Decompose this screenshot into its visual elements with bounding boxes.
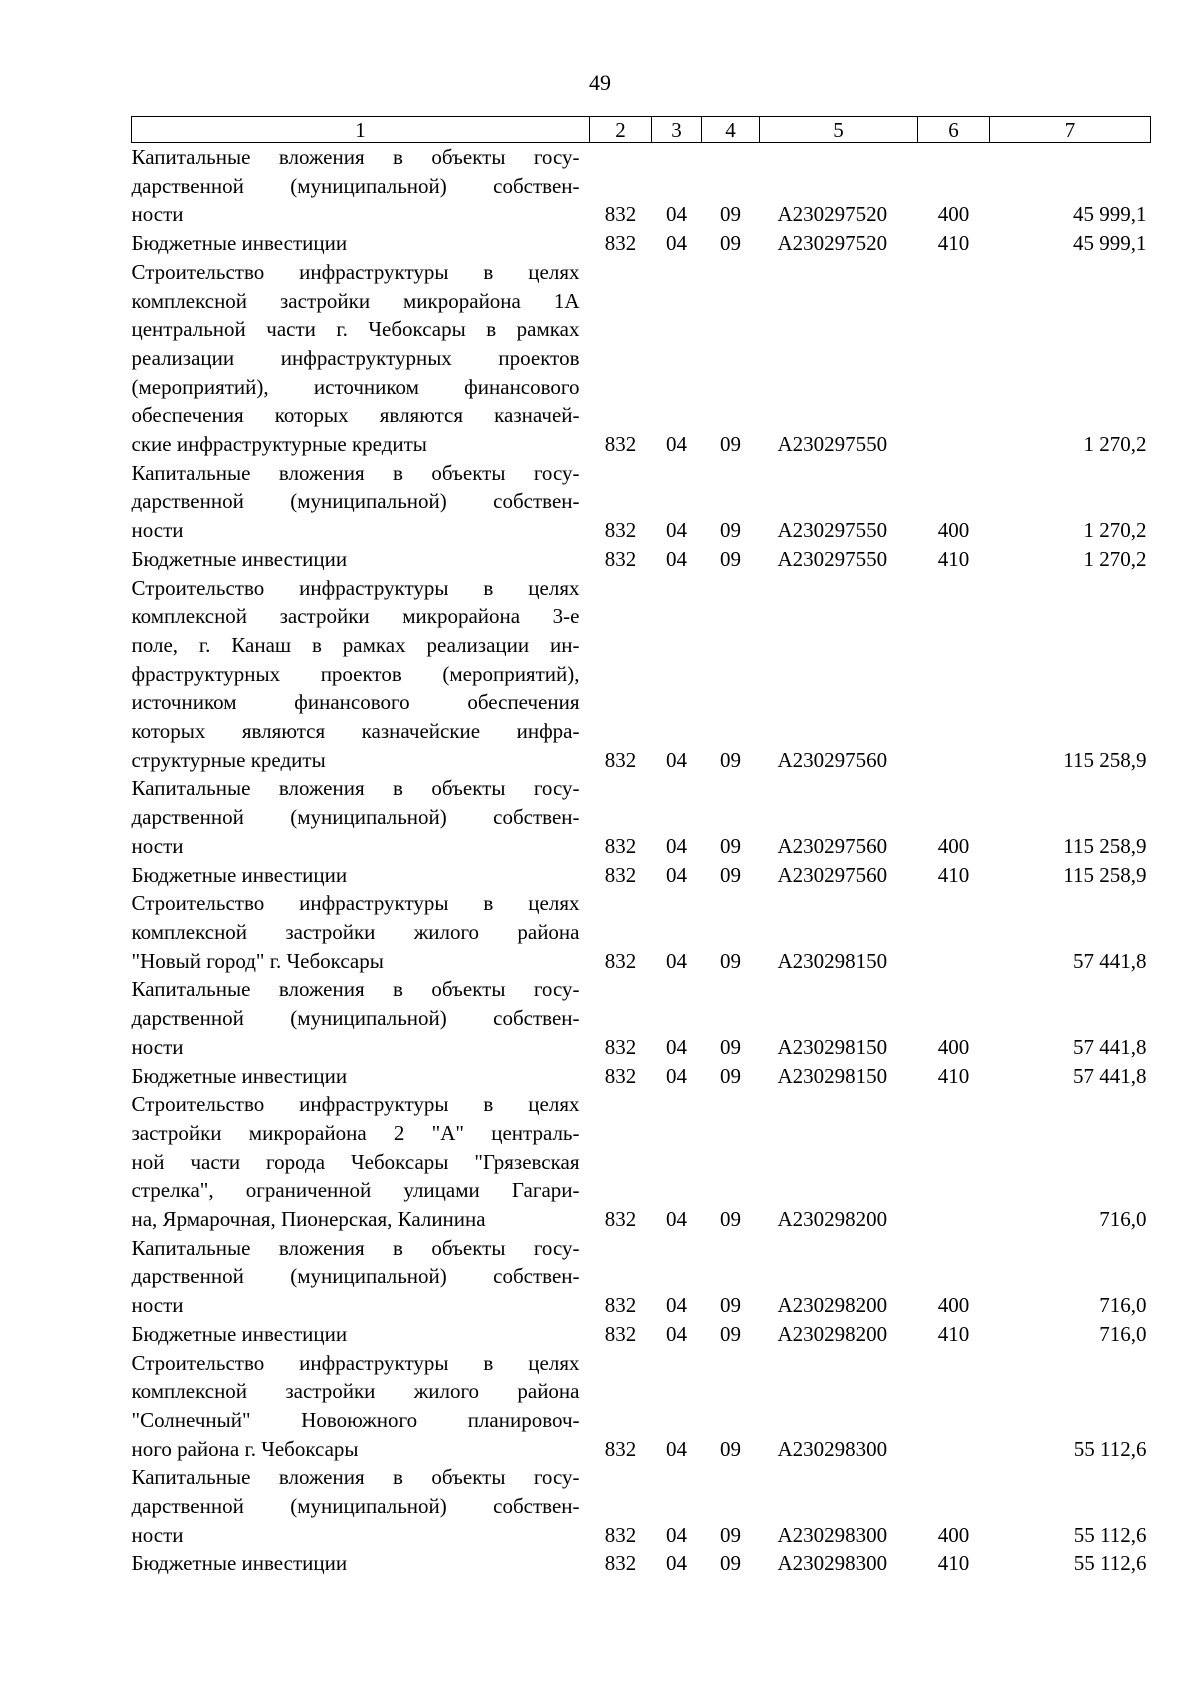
expense-type-code: 400 — [937, 1522, 970, 1547]
row-name-line: Капитальные вложения в объекты госу- — [131, 977, 580, 1002]
table-row — [132, 1320, 1151, 1349]
table-row — [132, 574, 1151, 775]
target-article-code: А230298300 — [777, 1436, 888, 1461]
header-col-2: 2 — [590, 117, 652, 143]
grbs-code: 832 — [604, 747, 637, 772]
subsection-code: 09 — [720, 1034, 741, 1059]
subsection-code: 09 — [720, 948, 741, 973]
target-article-code: А230297520 — [777, 202, 888, 227]
row-name — [132, 1320, 590, 1349]
row-name — [132, 1549, 590, 1578]
section-code: 04 — [666, 862, 687, 887]
expense-type-code: 410 — [937, 546, 970, 571]
row-name — [132, 975, 590, 1061]
section-code: 04 — [666, 231, 687, 256]
amount: 716,0 — [1099, 1321, 1147, 1346]
section-code: 04 — [666, 833, 687, 858]
header-row — [132, 117, 1151, 143]
target-article-code: А230297560 — [777, 862, 888, 887]
row-name-line: "Новый город" г. Чебоксары — [131, 948, 384, 973]
table-row — [132, 1234, 1151, 1320]
grbs-code: 832 — [604, 1034, 637, 1059]
expense-type-code: 400 — [937, 1034, 970, 1059]
table-row — [132, 774, 1151, 860]
row-name — [132, 574, 590, 775]
target-article-code: А230298200 — [777, 1293, 888, 1318]
row-name-line: фраструктурных проектов (мероприятий), — [131, 661, 580, 686]
grbs-code: 832 — [604, 948, 637, 973]
budget-table — [131, 116, 1151, 1578]
expense-type-code — [918, 1349, 990, 1464]
subsection-code: 09 — [720, 546, 741, 571]
table-row — [132, 1349, 1151, 1464]
table-row — [132, 258, 1151, 459]
section-code: 04 — [666, 1522, 687, 1547]
page-number: 49 — [589, 70, 611, 95]
row-name — [132, 545, 590, 574]
row-name-line: комплексной застройки микрорайона 1А — [131, 288, 580, 313]
row-name-line: Капитальные вложения в объекты госу- — [131, 776, 580, 801]
subsection-code: 09 — [720, 1207, 741, 1232]
section-code: 04 — [666, 432, 687, 457]
row-name — [132, 459, 590, 545]
table-row — [132, 1062, 1151, 1091]
row-name-line: Бюджетные инвестиции — [131, 546, 348, 571]
amount: 55 112,6 — [1073, 1522, 1147, 1547]
grbs-code: 832 — [604, 202, 637, 227]
subsection-code: 09 — [720, 432, 741, 457]
row-name-line: застройки микрорайона 2 "А" централь- — [131, 1120, 580, 1145]
table-row — [132, 1090, 1151, 1234]
amount: 115 258,9 — [1063, 833, 1147, 858]
row-name-line: Строительство инфраструктуры в целях — [131, 259, 580, 284]
row-name — [132, 889, 590, 975]
expense-type-code: 410 — [937, 1551, 970, 1576]
row-name — [132, 1349, 590, 1464]
table-body — [132, 143, 1151, 1579]
row-name-line: ские инфраструктурные кредиты — [131, 432, 427, 457]
expense-type-code — [918, 1090, 990, 1234]
expense-type-code: 400 — [937, 833, 970, 858]
grbs-code: 832 — [604, 546, 637, 571]
row-name — [132, 258, 590, 459]
subsection-code: 09 — [720, 202, 741, 227]
amount: 57 441,8 — [1073, 1034, 1147, 1059]
row-name-line: "Солнечный" Новоюжного планировоч- — [131, 1407, 580, 1432]
row-name-line: комплексной застройки микрорайона 3-е — [131, 604, 580, 629]
expense-type-code: 410 — [937, 231, 970, 256]
target-article-code: А230297550 — [777, 432, 888, 457]
section-code: 04 — [666, 518, 687, 543]
table-row — [132, 1549, 1151, 1578]
amount: 57 441,8 — [1073, 948, 1147, 973]
subsection-code: 09 — [720, 1436, 741, 1461]
target-article-code: А230297560 — [777, 747, 888, 772]
row-name-line: Бюджетные инвестиции — [131, 1063, 348, 1088]
row-name-line: ности — [131, 1293, 184, 1318]
expense-type-code — [918, 574, 990, 775]
row-name-line: источником финансового обеспечения — [131, 690, 580, 715]
row-name-line: Бюджетные инвестиции — [131, 1321, 348, 1346]
table-row — [132, 1463, 1151, 1549]
section-code: 04 — [666, 1321, 687, 1346]
header-col-5: 5 — [760, 117, 918, 143]
section-code: 04 — [666, 1207, 687, 1232]
row-name-line: Строительство инфраструктуры в целях — [131, 891, 580, 916]
grbs-code: 832 — [604, 1551, 637, 1576]
expense-type-code: 400 — [937, 1293, 970, 1318]
row-name — [132, 229, 590, 258]
row-name-line: дарственной (муниципальной) собствен- — [131, 489, 580, 514]
subsection-code: 09 — [720, 518, 741, 543]
row-name — [132, 1090, 590, 1234]
row-name — [132, 1463, 590, 1549]
row-name-line: Строительство инфраструктуры в целях — [131, 1092, 580, 1117]
table-row — [132, 229, 1151, 258]
amount: 45 999,1 — [1073, 202, 1147, 227]
row-name-line: (мероприятий), источником финансового — [131, 374, 580, 399]
table-row — [132, 545, 1151, 574]
table-row — [132, 889, 1151, 975]
section-code: 04 — [666, 202, 687, 227]
header-col-7: 7 — [990, 117, 1151, 143]
subsection-code: 09 — [720, 1551, 741, 1576]
section-code: 04 — [666, 1551, 687, 1576]
header-col-1: 1 — [132, 117, 590, 143]
grbs-code: 832 — [604, 833, 637, 858]
row-name-line: реализации инфраструктурных проектов — [131, 345, 580, 370]
row-name-line: Бюджетные инвестиции — [131, 1551, 348, 1576]
row-name — [132, 1062, 590, 1091]
section-code: 04 — [666, 1034, 687, 1059]
amount: 55 112,6 — [1073, 1551, 1147, 1576]
row-name-line: Строительство инфраструктуры в целях — [131, 575, 580, 600]
target-article-code: А230298200 — [777, 1321, 888, 1346]
table-row — [132, 975, 1151, 1061]
table-row — [132, 143, 1151, 230]
target-article-code: А230298200 — [777, 1207, 888, 1232]
row-name-line: структурные кредиты — [131, 747, 326, 772]
subsection-code: 09 — [720, 1522, 741, 1547]
row-name-line: Бюджетные инвестиции — [131, 862, 348, 887]
grbs-code: 832 — [604, 1522, 637, 1547]
amount: 1 270,2 — [1083, 432, 1147, 457]
subsection-code: 09 — [720, 1063, 741, 1088]
subsection-code: 09 — [720, 862, 741, 887]
row-name-line: которых являются казначейские инфра- — [131, 719, 580, 744]
row-name-line: дарственной (муниципальной) собствен- — [131, 1006, 580, 1031]
row-name-line: Бюджетные инвестиции — [131, 231, 348, 256]
row-name-line: Капитальные вложения в объекты госу- — [131, 1465, 580, 1490]
amount: 55 112,6 — [1073, 1436, 1147, 1461]
row-name-line: обеспечения которых являются казначей- — [131, 403, 580, 428]
table-row — [132, 459, 1151, 545]
row-name-line: Капитальные вложения в объекты госу- — [131, 1235, 580, 1260]
expense-type-code — [918, 889, 990, 975]
amount: 57 441,8 — [1073, 1063, 1147, 1088]
grbs-code: 832 — [604, 862, 637, 887]
grbs-code: 832 — [604, 1207, 637, 1232]
row-name-line: Строительство инфраструктуры в целях — [131, 1350, 580, 1375]
table-header — [132, 117, 1151, 143]
subsection-code: 09 — [720, 1321, 741, 1346]
row-name-line: на, Ярмарочная, Пионерская, Калинина — [131, 1207, 486, 1232]
grbs-code: 832 — [604, 231, 637, 256]
subsection-code: 09 — [720, 231, 741, 256]
amount: 115 258,9 — [1063, 862, 1147, 887]
target-article-code: А230297520 — [777, 231, 888, 256]
expense-type-code: 400 — [937, 518, 970, 543]
row-name-line: ности — [131, 518, 184, 543]
row-name-line: центральной части г. Чебоксары в рамках — [131, 317, 580, 342]
row-name — [132, 774, 590, 860]
grbs-code: 832 — [604, 518, 637, 543]
amount: 1 270,2 — [1083, 518, 1147, 543]
row-name-line: поле, г. Канаш в рамках реализации ин- — [131, 632, 580, 657]
row-name-line: ности — [131, 1522, 184, 1547]
target-article-code: А230298150 — [777, 948, 888, 973]
section-code: 04 — [666, 546, 687, 571]
header-col-3: 3 — [652, 117, 702, 143]
target-article-code: А230298150 — [777, 1034, 888, 1059]
row-name-line: Капитальные вложения в объекты госу- — [131, 145, 580, 169]
grbs-code: 832 — [604, 1063, 637, 1088]
table-row — [132, 861, 1151, 890]
row-name — [132, 861, 590, 890]
target-article-code: А230297550 — [777, 546, 888, 571]
grbs-code: 832 — [604, 1436, 637, 1461]
row-name-line: Капитальные вложения в объекты госу- — [131, 460, 580, 485]
target-article-code: А230298300 — [777, 1551, 888, 1576]
target-article-code: А230298300 — [777, 1522, 888, 1547]
expense-type-code: 410 — [937, 1321, 970, 1346]
row-name-line: ности — [131, 833, 184, 858]
target-article-code: А230297550 — [777, 518, 888, 543]
expense-type-code — [918, 258, 990, 459]
expense-type-code: 400 — [937, 202, 970, 227]
amount: 1 270,2 — [1083, 546, 1147, 571]
section-code: 04 — [666, 1063, 687, 1088]
section-code: 04 — [666, 747, 687, 772]
header-col-6: 6 — [918, 117, 990, 143]
subsection-code: 09 — [720, 747, 741, 772]
amount: 45 999,1 — [1073, 231, 1147, 256]
row-name-line: дарственной (муниципальной) собствен- — [131, 173, 580, 198]
amount: 716,0 — [1099, 1207, 1147, 1232]
section-code: 04 — [666, 1293, 687, 1318]
row-name-line: ного района г. Чебоксары — [131, 1436, 359, 1461]
row-name-line: дарственной (муниципальной) собствен- — [131, 805, 580, 830]
header-col-4: 4 — [702, 117, 760, 143]
row-name-line: дарственной (муниципальной) собствен- — [131, 1264, 580, 1289]
amount: 115 258,9 — [1063, 747, 1147, 772]
subsection-code: 09 — [720, 1293, 741, 1318]
row-name-line: стрелка", ограниченной улицами Гагари- — [131, 1178, 580, 1203]
grbs-code: 832 — [604, 1293, 637, 1318]
grbs-code: 832 — [604, 1321, 637, 1346]
amount: 716,0 — [1099, 1293, 1147, 1318]
subsection-code: 09 — [720, 833, 741, 858]
section-code: 04 — [666, 948, 687, 973]
target-article-code: А230298150 — [777, 1063, 888, 1088]
expense-type-code: 410 — [937, 862, 970, 887]
grbs-code: 832 — [604, 432, 637, 457]
row-name-line: ности — [131, 1034, 184, 1059]
row-name-line: ной части города Чебоксары "Грязевская — [131, 1149, 580, 1174]
row-name — [132, 143, 590, 230]
row-name-line: комплексной застройки жилого района — [131, 919, 580, 944]
row-name-line: комплексной застройки жилого района — [131, 1379, 580, 1404]
section-code: 04 — [666, 1436, 687, 1461]
row-name-line: дарственной (муниципальной) собствен- — [131, 1494, 580, 1519]
row-name — [132, 1234, 590, 1320]
expense-type-code: 410 — [937, 1063, 970, 1088]
row-name-line: ности — [131, 202, 184, 227]
target-article-code: А230297560 — [777, 833, 888, 858]
